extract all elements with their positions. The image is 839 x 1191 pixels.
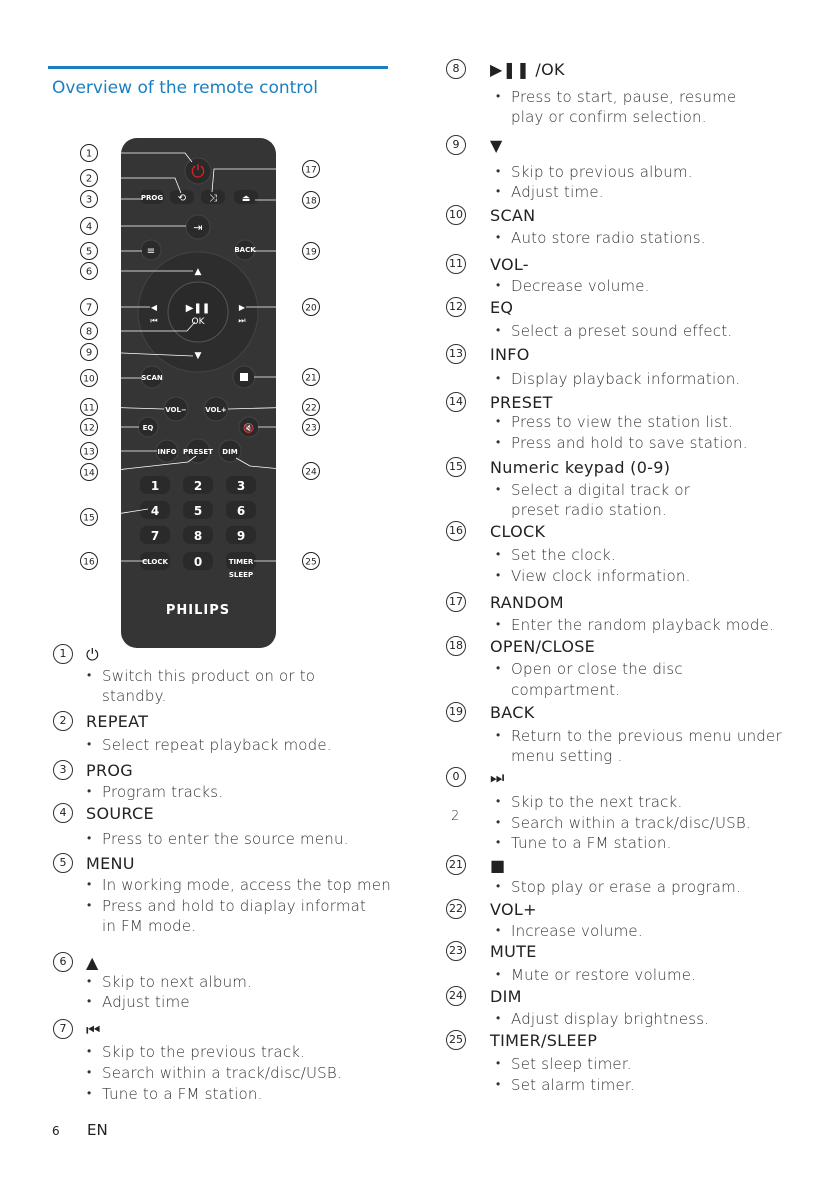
item-heading: REPEAT — [86, 712, 149, 731]
item-description-line: • Set alarm timer. — [511, 1076, 635, 1094]
item-description-line: • Press and hold to diaplay informat — [102, 897, 366, 915]
item-number: 7 — [53, 1019, 73, 1039]
item-number: 22 — [446, 899, 466, 919]
keypad-key-1: 1 — [150, 479, 160, 493]
item-description-line: • Press and hold to save station. — [511, 434, 748, 452]
callout-number: 22 — [305, 403, 317, 414]
item-description-line: • In working mode, access the top men — [102, 876, 391, 894]
item-number: 14 — [446, 392, 466, 412]
right-arrow-icon: ▶ — [238, 303, 246, 312]
power-icon: ⏻ — [191, 162, 205, 182]
keypad-key-3: 3 — [236, 479, 246, 493]
title-rule — [48, 66, 388, 69]
callout-number: 12 — [83, 423, 95, 434]
item-description-line: • Press to enter the source menu. — [102, 830, 349, 848]
item-description-line: • Skip to the next track. — [511, 793, 682, 811]
item-description-line: compartment. — [511, 681, 621, 699]
item-description-line: • Adjust display brightness. — [511, 1010, 709, 1028]
keypad-key-4: 4 — [150, 504, 160, 518]
item-number: 8 — [446, 59, 466, 79]
item-description-line: • Adjust time. — [511, 183, 604, 201]
callout-number: 3 — [85, 194, 93, 206]
item-heading: TIMER/SLEEP — [490, 1031, 598, 1050]
menu-icon: ≡ — [146, 246, 156, 257]
item-heading: BACK — [490, 703, 535, 722]
item-heading: INFO — [490, 345, 530, 364]
callout-number: 20 — [305, 303, 317, 314]
eject-icon: ⏏ — [241, 194, 251, 204]
callout-number: 6 — [85, 266, 93, 278]
callout-number: 16 — [83, 557, 95, 568]
item-heading: OPEN/CLOSE — [490, 637, 596, 656]
item-description-line: • Press to start, pause, resume — [511, 88, 736, 106]
callout-number: 2 — [85, 173, 93, 185]
item-description-line: • Tune to a FM station. — [511, 834, 672, 852]
item-heading: PROG — [86, 761, 133, 780]
item-heading: RANDOM — [490, 593, 564, 612]
language-label: EN — [87, 1121, 108, 1139]
item-number: 21 — [446, 855, 466, 875]
item-heading: VOL- — [490, 255, 529, 274]
item-description-line: • Search within a track/disc/USB. — [511, 814, 751, 832]
callout-number: 7 — [85, 302, 93, 314]
item-description-line: • Skip to next album. — [102, 973, 252, 991]
repeat-icon: ⟲ — [177, 193, 187, 204]
item-heading: ⏻ — [86, 645, 99, 664]
callout-number: 13 — [83, 447, 95, 458]
item-description-line: • Increase volume. — [511, 922, 643, 940]
ok-key-label: OK — [191, 317, 205, 327]
item-heading: MUTE — [490, 942, 537, 961]
item-number: 2 — [53, 711, 73, 731]
item-heading: PRESET — [490, 393, 553, 412]
philips-logo: PHILIPS — [165, 603, 231, 618]
preset-key-label: PRESET — [183, 448, 213, 456]
item-description-line: • Display playback information. — [511, 370, 740, 388]
item-number: 13 — [446, 344, 466, 364]
callout-number: 19 — [305, 247, 317, 258]
page-number: 6 — [52, 1124, 60, 1138]
item-description-line: • Select a digital track or — [511, 481, 690, 499]
callout-number: 9 — [85, 347, 93, 359]
keypad-key-2: 2 — [193, 479, 203, 493]
item-number: 17 — [446, 592, 466, 612]
item-heading: ■ — [490, 856, 506, 875]
item-description-line: • Skip to the previous track. — [102, 1043, 305, 1061]
back-key-label: BACK — [234, 246, 256, 254]
callout-number: 25 — [305, 557, 317, 568]
item-number: 9 — [446, 135, 466, 155]
item-heading: MENU — [86, 854, 135, 873]
vol-minus-key-label: VOL− — [165, 406, 187, 414]
shuffle-icon: ⤨ — [209, 193, 217, 204]
item-heading: DIM — [490, 987, 522, 1006]
next-track-icon: ⏭ — [238, 316, 246, 325]
item-description-line: standby. — [102, 687, 167, 705]
item-description-line: in FM mode. — [102, 917, 197, 935]
callout-number: 5 — [85, 246, 93, 258]
item-number-continued: 2 — [451, 809, 460, 824]
item-number: 3 — [53, 760, 73, 780]
item-description-line: • Set the clock. — [511, 546, 616, 564]
dim-key-label: DIM — [222, 448, 238, 456]
callout-number: 24 — [305, 467, 317, 478]
timer-key-label: TIMER — [228, 558, 254, 566]
source-icon: ⇥ — [193, 221, 203, 234]
callout-number: 21 — [305, 373, 317, 384]
play-pause-icon: ▶❚❚ — [185, 303, 211, 314]
item-description-line: • Press to view the station list. — [511, 413, 733, 431]
prog-key-label: PROG — [140, 194, 164, 202]
item-description-line: • Enter the random playback mode. — [511, 616, 774, 634]
scan-key-label: SCAN — [141, 374, 163, 382]
item-description-line: • Search within a track/disc/USB. — [102, 1064, 342, 1082]
keypad-key-9: 9 — [236, 529, 246, 543]
callout-number: 11 — [83, 403, 95, 414]
down-arrow-icon: ▼ — [194, 351, 202, 361]
item-heading: EQ — [490, 298, 514, 317]
item-description-line: • Program tracks. — [102, 783, 223, 801]
eq-key-label: EQ — [142, 424, 154, 432]
item-description-line: • Set sleep timer. — [511, 1055, 632, 1073]
item-description-line: • Switch this product on or to — [102, 667, 315, 685]
keypad-key-6: 6 — [236, 504, 246, 518]
left-arrow-icon: ◀ — [150, 303, 158, 312]
item-heading: ⏮ — [86, 1020, 101, 1039]
item-heading: ⏭ — [490, 768, 505, 787]
item-number: 16 — [446, 521, 466, 541]
up-arrow-icon: ▲ — [194, 267, 202, 277]
item-description-line: • Auto store radio stations. — [511, 229, 706, 247]
prev-track-icon: ⏮ — [150, 316, 158, 325]
item-description-line: menu setting . — [511, 747, 623, 765]
item-heading: ▼ — [490, 136, 503, 155]
item-number: 10 — [446, 205, 466, 225]
item-number: 11 — [446, 254, 466, 274]
item-description-line: • View clock information. — [511, 567, 691, 585]
item-description-line: • Skip to previous album. — [511, 163, 693, 181]
item-number: 12 — [446, 297, 466, 317]
item-number: 4 — [53, 803, 73, 823]
item-heading: SOURCE — [86, 804, 154, 823]
item-heading: VOL+ — [490, 900, 537, 919]
item-number: 24 — [446, 986, 466, 1006]
item-number: 18 — [446, 636, 466, 656]
remote-illustration — [70, 135, 340, 655]
item-number: 5 — [53, 853, 73, 873]
item-number: 6 — [53, 952, 73, 972]
vol-plus-key-label: VOL+ — [205, 406, 227, 414]
keypad-key-0: 0 — [193, 555, 203, 569]
item-description-line: • Mute or restore volume. — [511, 966, 696, 984]
sleep-key-label: SLEEP — [228, 571, 254, 579]
item-description-line: • Return to the previous menu under — [511, 727, 782, 745]
section-title: Overview of the remote control — [52, 78, 319, 98]
callout-number: 4 — [85, 221, 93, 233]
callout-number: 8 — [85, 326, 93, 338]
item-heading: Numeric keypad (0-9) — [490, 458, 671, 477]
item-number: 23 — [446, 941, 466, 961]
keypad-key-8: 8 — [193, 529, 203, 543]
info-key-label: INFO — [157, 448, 177, 456]
keypad-key-5: 5 — [193, 504, 203, 518]
callout-number: 14 — [83, 468, 95, 479]
callout-number: 15 — [83, 513, 95, 524]
item-number: 1 — [53, 644, 73, 664]
item-description-line: • Select a preset sound effect. — [511, 322, 732, 340]
item-description-line: • Tune to a FM station. — [102, 1085, 263, 1103]
item-number: 19 — [446, 702, 466, 722]
item-heading: SCAN — [490, 206, 536, 225]
item-number: 0 — [446, 767, 466, 787]
item-number: 25 — [446, 1030, 466, 1050]
item-description-line: • Adjust time — [102, 993, 190, 1011]
callout-number: 10 — [83, 374, 95, 385]
stop-icon — [240, 373, 248, 381]
callout-number: 17 — [305, 165, 317, 176]
item-heading: ▶❚❚ /OK — [490, 60, 565, 79]
item-description-line: • Stop play or erase a program. — [511, 878, 741, 896]
item-heading: CLOCK — [490, 522, 546, 541]
item-number: 15 — [446, 457, 466, 477]
clock-key-label: CLOCK — [142, 558, 168, 566]
callout-number: 18 — [305, 196, 317, 207]
mute-icon: 🔇 — [243, 424, 255, 434]
item-description-line: • Select repeat playback mode. — [102, 736, 332, 754]
item-description-line: preset radio station. — [511, 501, 667, 519]
item-description-line: play or confirm selection. — [511, 108, 707, 126]
callout-number: 23 — [305, 423, 317, 434]
item-heading: ▲ — [86, 953, 99, 972]
callout-number: 1 — [85, 148, 93, 160]
keypad-key-7: 7 — [150, 529, 160, 543]
item-description-line: • Open or close the disc — [511, 660, 683, 678]
item-description-line: • Decrease volume. — [511, 277, 650, 295]
